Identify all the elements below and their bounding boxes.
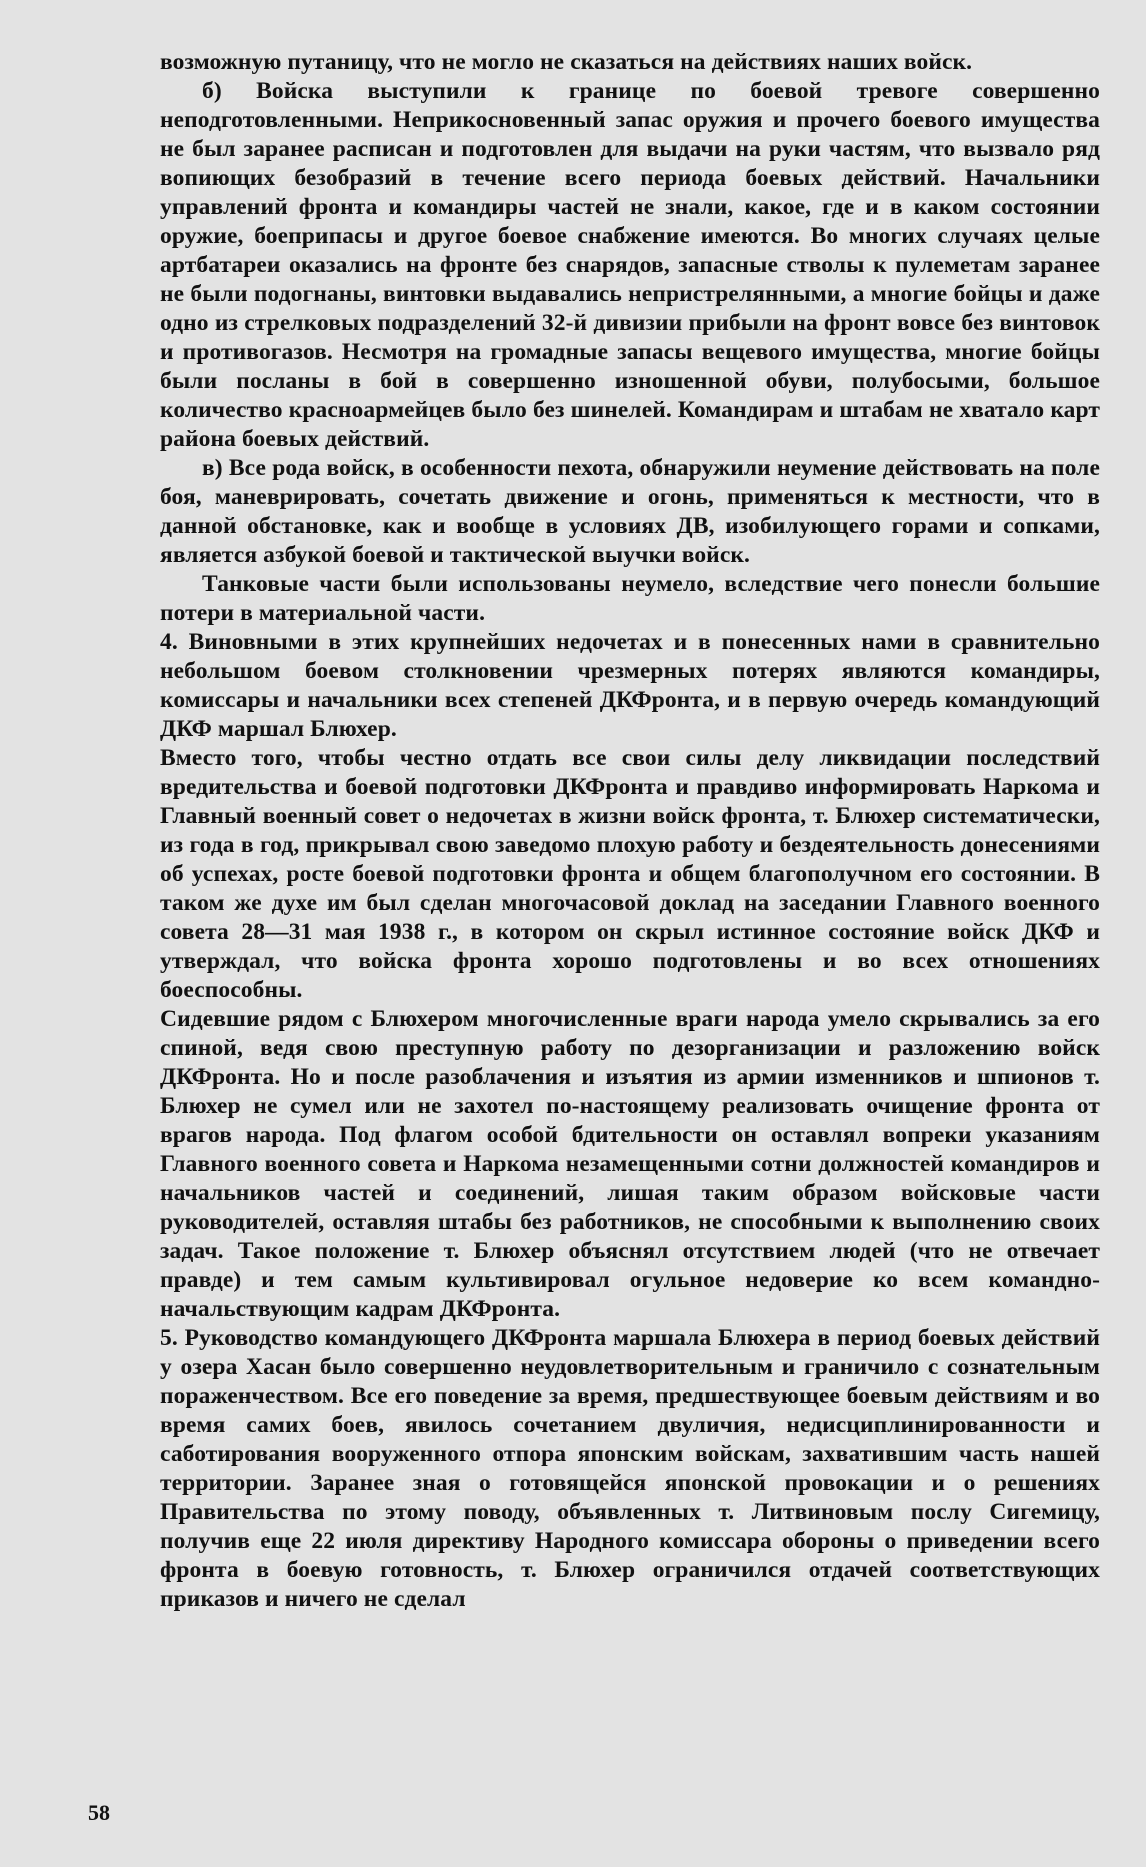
text-column bbox=[160, 48, 1100, 1614]
paragraph-item-4: 4. Виновными в этих крупнейших недочетах и в понесенных нами в сравнительно небольшом боевом столкновении чрезмерных потерях являются командиры, комиссары и начальники всех степеней ДКФронта, и в первую очередь командующий ДКФ маршал Блюхер. bbox=[160, 629, 1100, 742]
paragraph-tank-units: Танковые части были использованы неумело, вследствие чего понесли большие потери в материальной части. bbox=[160, 571, 1100, 626]
page-number: 58 bbox=[88, 1800, 110, 1825]
paragraph-b: б) Войска выступили к границе по боевой тревоге совершенно неподготовленными. Неприкосновенный запас оружия и прочего боевого имущества не был заранее расписан и подготовлен для выдачи на руки частям, что вызвало ряд вопиющих безобразий в течение всего периода боевых действий. Начальники управлений фронта и командиры частей не знали, какое, где и в каком состоянии оружие, боеприпасы и другое боевое снабжение имеются. Во многих случаях целые артбатареи оказались на фронте без снарядов, запасные стволы к пулеметам заранее не были подогнаны, винтовки выдавались непристрелянными, а многие бойцы и даже одно из стрелковых подразделений 32-й дивизии прибыли на фронт вовсе без винтовок и противогазов. Несмотря на громадные запасы вещевого имущества, многие бойцы были посланы в бой в совершенно изношенной обуви, полубосыми, большое количество красноармейцев было без шинелей. Командирам и штабам не хватало карт района боевых действий. bbox=[160, 78, 1100, 452]
paragraph-v: в) Все рода войск, в особенности пехота, обнаружили неумение действовать на поле боя, маневрировать, сочетать движение и огонь, применяться к местности, что в данной обстановке, как и вообще в условиях ДВ, изобилующего горами и сопками, является азбукой боевой и тактической выучки войск. bbox=[160, 455, 1100, 568]
paragraph-instead: Вместо того, чтобы честно отдать все свои силы делу ликвидации последствий вредительства и боевой подготовки ДКФронта и правдиво информировать Наркома и Главный военный совет о недочетах в жизни войск фронта, т. Блюхер систематически, из года в год, прикрывал свою заведомо плохую работу и бездеятельность донесениями об успехах, росте боевой подготовки фронта и общем благополучном его состоянии. В таком же духе им был сделан многочасовой доклад на заседании Главного военного совета 28—31 мая 1938 г., в котором он скрыл истинное состояние войск ДКФ и утверждал, что войска фронта хорошо подготовлены и во всех отношениях боеспособны. bbox=[160, 745, 1100, 1003]
paragraph-item-5: 5. Руководство командующего ДКФронта маршала Блюхера в период боевых действий у озера Хасан было совершенно неудовлетворительным и граничило с сознательным пораженчеством. Все его поведение за время, предшествующее боевым действиям и во время самих боев, явилось сочетанием двуличия, недисциплинированности и саботирования вооруженного отпора японским войскам, захватившим часть нашей территории. Заранее зная о готовящейся японской провокации и о решениях Правительства по этому поводу, объявленных т. Литвиновым послу Сигемицу, получив еще 22 июля директиву Народного комиссара обороны о приведении всего фронта в боевую готовность, т. Блюхер ограничился отдачей соответствующих приказов и ничего не сделал bbox=[160, 1325, 1100, 1612]
paragraph-continuation: возможную путаницу, что не могло не сказаться на действиях наших войск. bbox=[160, 49, 973, 75]
paragraph-enemies: Сидевшие рядом с Блюхером многочисленные враги народа умело скрывались за его спиной, ведя свою преступную работу по дезорганизации и разложению войск ДКФронта. Но и после разоблачения и изъятия из армии изменников и шпионов т. Блюхер не сумел или не захотел по-настоящему реализовать очищение фронта от врагов народа. Под флагом особой бдительности он оставлял вопреки указаниям Главного военного совета и Наркома незамещенными сотни должностей командиров и начальников частей и соединений, лишая таким образом войсковые части руководителей, оставляя штабы без работников, не способными к выполнению своих задач. Такое положение т. Блюхер объяснял отсутствием людей (что не отвечает правде) и тем самым культивировал огульное недоверие ко всем командно-начальствующим кадрам ДКФронта. bbox=[160, 1006, 1100, 1322]
